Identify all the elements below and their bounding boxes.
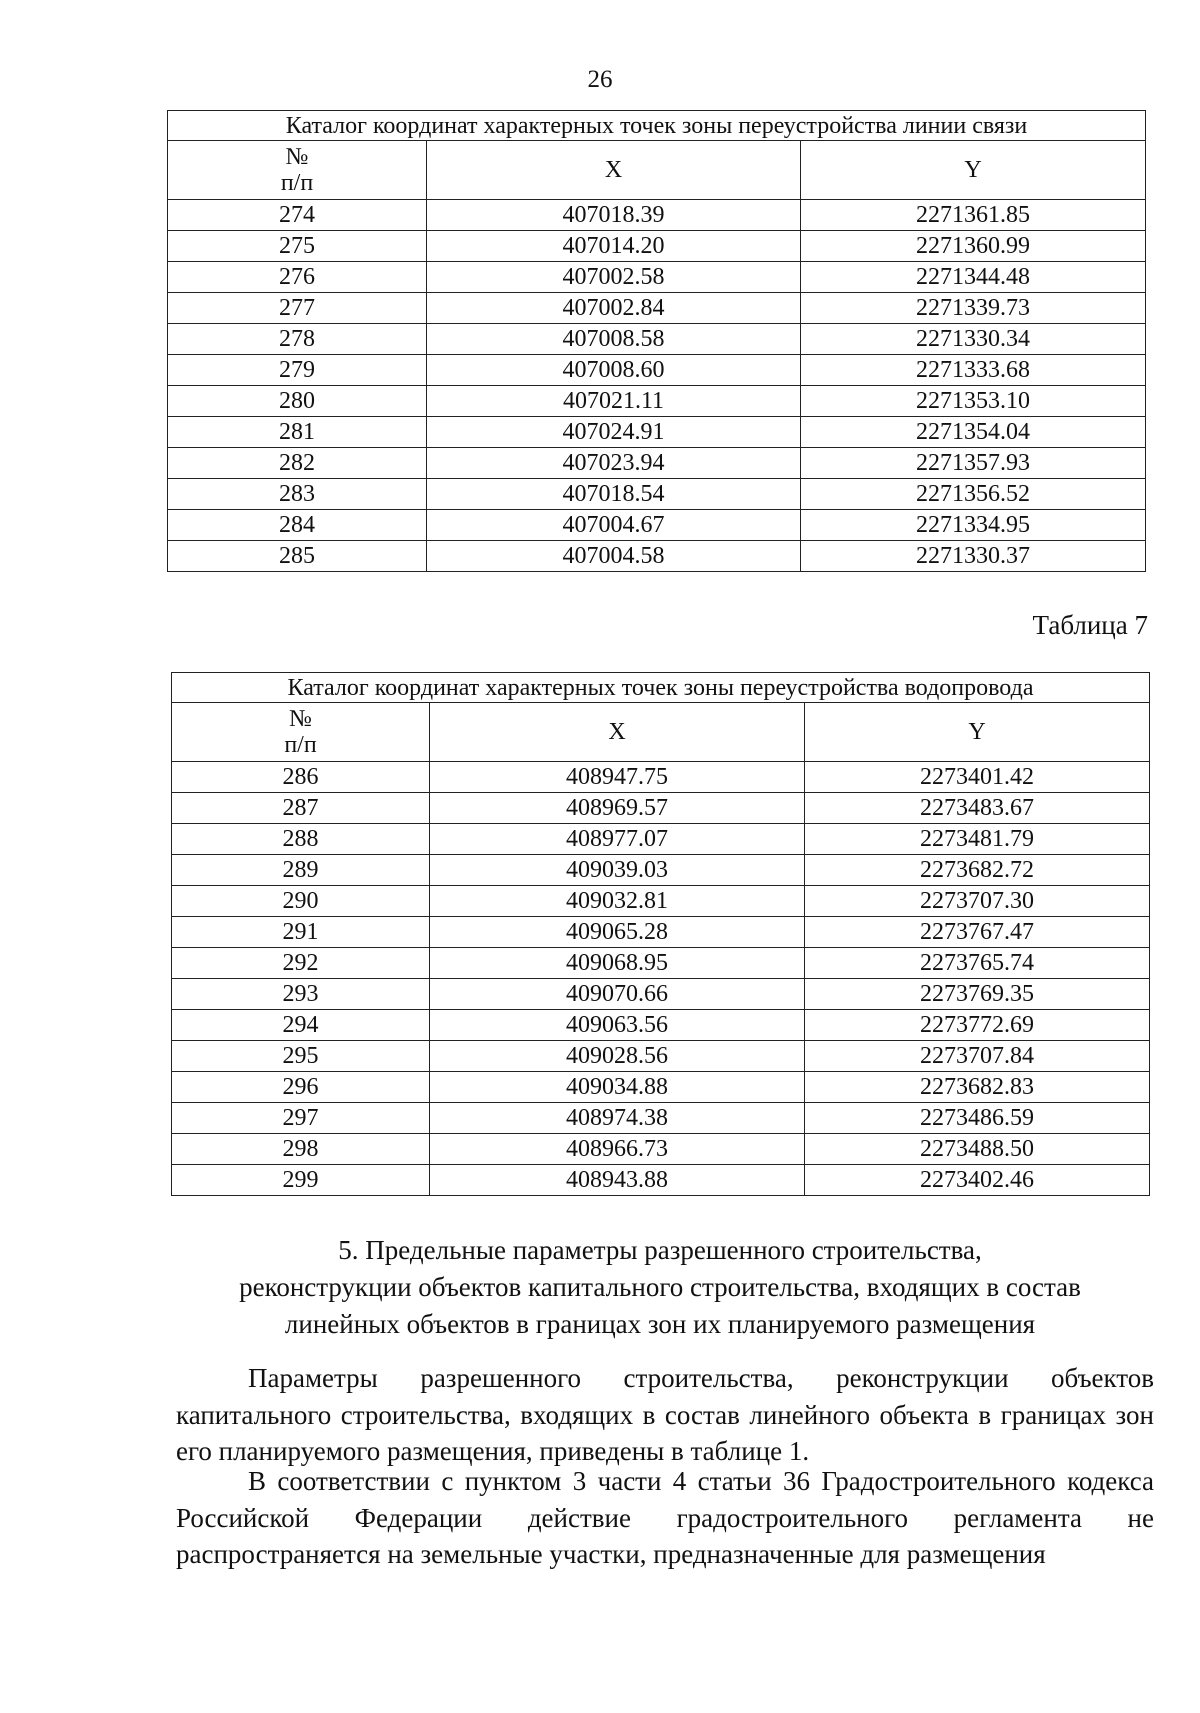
y-coordinate-cell: 2273401.42 [805,762,1150,793]
column-header-y: Y [801,141,1146,200]
table-row [168,231,1146,262]
x-coordinate-cell: 407014.20 [427,231,801,262]
point-number-cell: 277 [168,293,427,324]
section-heading-line: линейных объектов в границах зон их планируемого размещения [284,1309,1036,1339]
y-coordinate-cell: 2273769.35 [805,979,1150,1010]
y-coordinate-cell: 2271357.93 [801,448,1146,479]
table-caption-row [172,673,1150,703]
column-header-number [172,703,430,762]
x-coordinate-cell: 409065.28 [430,917,805,948]
x-coordinate-cell: 408977.07 [430,824,805,855]
point-number-cell: 274 [168,200,427,231]
table-caption-row [168,111,1146,141]
x-coordinate-cell: 409034.88 [430,1072,805,1103]
point-number-cell: 285 [168,541,427,572]
point-number-cell: 275 [168,231,427,262]
x-coordinate-cell: 407018.39 [427,200,801,231]
x-coordinate-cell: 409063.56 [430,1010,805,1041]
x-coordinate-cell: 409039.03 [430,855,805,886]
x-coordinate-cell: 408974.38 [430,1103,805,1134]
table-row [172,1103,1150,1134]
table-row [172,855,1150,886]
table-row [168,479,1146,510]
y-coordinate-cell: 2273765.74 [805,948,1150,979]
point-number-cell: 294 [172,1010,430,1041]
x-coordinate-cell: 407023.94 [427,448,801,479]
column-header-x: X [430,703,805,762]
table-row [168,510,1146,541]
column-header-y: Y [805,703,1150,762]
y-coordinate-cell: 2271334.95 [801,510,1146,541]
point-number-cell: 283 [168,479,427,510]
point-number-cell: 281 [168,417,427,448]
number-sign: № [285,144,309,170]
table-label: Таблица 7 [1032,610,1148,640]
point-number-cell: 279 [168,355,427,386]
table-row [168,386,1146,417]
section-heading-line: 5. Предельные параметры разрешенного строительства, [338,1235,982,1265]
x-coordinate-cell: 408966.73 [430,1134,805,1165]
table-row [168,355,1146,386]
y-coordinate-cell: 2271353.10 [801,386,1146,417]
y-coordinate-cell: 2273483.67 [805,793,1150,824]
x-coordinate-cell: 407008.60 [427,355,801,386]
y-coordinate-cell: 2273481.79 [805,824,1150,855]
y-coordinate-cell: 2271330.37 [801,541,1146,572]
point-number-cell: 291 [172,917,430,948]
point-number-cell: 293 [172,979,430,1010]
x-coordinate-cell: 408969.57 [430,793,805,824]
y-coordinate-cell: 2271360.99 [801,231,1146,262]
point-number-cell: 287 [172,793,430,824]
table-row [168,262,1146,293]
table-caption: Каталог координат характерных точек зоны переустройства линии связи [168,111,1146,141]
y-coordinate-cell: 2273402.46 [805,1165,1150,1196]
x-coordinate-cell: 409068.95 [430,948,805,979]
table-header-row [172,703,1150,762]
point-number-cell: 299 [172,1165,430,1196]
number-subtitle: п/п [284,732,317,758]
point-number-cell: 280 [168,386,427,417]
x-coordinate-cell: 407008.58 [427,324,801,355]
y-coordinate-cell: 2273486.59 [805,1103,1150,1134]
table-row [172,1010,1150,1041]
x-coordinate-cell: 407024.91 [427,417,801,448]
y-coordinate-cell: 2271333.68 [801,355,1146,386]
page-number: 26 [587,66,613,93]
x-coordinate-cell: 407021.11 [427,386,801,417]
point-number-cell: 290 [172,886,430,917]
table-row [172,886,1150,917]
point-number-cell: 298 [172,1134,430,1165]
point-number-cell: 296 [172,1072,430,1103]
y-coordinate-cell: 2271361.85 [801,200,1146,231]
body-paragraph: Параметры разрешенного строительства, реконструкции объектов капитального строительства, входящих в состав линейного объекта в границах зон его планируемого размещения, приведены в таблице 1. [176,1363,1154,1466]
table-row [168,200,1146,231]
x-coordinate-cell: 409032.81 [430,886,805,917]
x-coordinate-cell: 407004.67 [427,510,801,541]
section-heading-line: реконструкции объектов капитального строительства, входящих в состав [239,1272,1081,1302]
x-coordinate-cell: 407002.84 [427,293,801,324]
x-coordinate-cell: 407018.54 [427,479,801,510]
y-coordinate-cell: 2273488.50 [805,1134,1150,1165]
point-number-cell: 282 [168,448,427,479]
number-sign: № [289,706,312,732]
point-number-cell: 286 [172,762,430,793]
table-row [172,1134,1150,1165]
table-row [172,793,1150,824]
x-coordinate-cell: 409028.56 [430,1041,805,1072]
table-row [172,824,1150,855]
point-number-cell: 295 [172,1041,430,1072]
coordinates-table-communication-line [167,110,1146,572]
y-coordinate-cell: 2273707.30 [805,886,1150,917]
column-header-number [168,141,427,200]
point-number-cell: 278 [168,324,427,355]
table-row [172,917,1150,948]
table-row [172,948,1150,979]
table-row [168,417,1146,448]
y-coordinate-cell: 2271354.04 [801,417,1146,448]
point-number-cell: 292 [172,948,430,979]
y-coordinate-cell: 2273772.69 [805,1010,1150,1041]
column-header-x: X [427,141,801,200]
y-coordinate-cell: 2273682.83 [805,1072,1150,1103]
y-coordinate-cell: 2273707.84 [805,1041,1150,1072]
y-coordinate-cell: 2273767.47 [805,917,1150,948]
section-heading [160,1232,1160,1343]
table-row [168,448,1146,479]
body-paragraph: В соответствии с пунктом 3 части 4 статьи 36 Градостроительного кодекса Российской Федерации действие градостроительного регламента не распространяется на земельные участки, предназначенные для размещения [176,1466,1154,1569]
table-row [172,979,1150,1010]
y-coordinate-cell: 2271330.34 [801,324,1146,355]
x-coordinate-cell: 409070.66 [430,979,805,1010]
y-coordinate-cell: 2271339.73 [801,293,1146,324]
table-row [168,293,1146,324]
x-coordinate-cell: 408943.88 [430,1165,805,1196]
table-row [172,1165,1150,1196]
point-number-cell: 288 [172,824,430,855]
table-row [172,1072,1150,1103]
table-row [172,1041,1150,1072]
table-row [168,541,1146,572]
point-number-cell: 276 [168,262,427,293]
table-row [172,762,1150,793]
point-number-cell: 289 [172,855,430,886]
number-subtitle: п/п [280,170,314,196]
point-number-cell: 297 [172,1103,430,1134]
table-caption: Каталог координат характерных точек зоны переустройства водопровода [172,673,1150,703]
y-coordinate-cell: 2271356.52 [801,479,1146,510]
table-row [168,324,1146,355]
y-coordinate-cell: 2273682.72 [805,855,1150,886]
x-coordinate-cell: 407002.58 [427,262,801,293]
y-coordinate-cell: 2271344.48 [801,262,1146,293]
x-coordinate-cell: 408947.75 [430,762,805,793]
x-coordinate-cell: 407004.58 [427,541,801,572]
table-header-row [168,141,1146,200]
coordinates-table-water-pipeline [171,672,1150,1196]
point-number-cell: 284 [168,510,427,541]
